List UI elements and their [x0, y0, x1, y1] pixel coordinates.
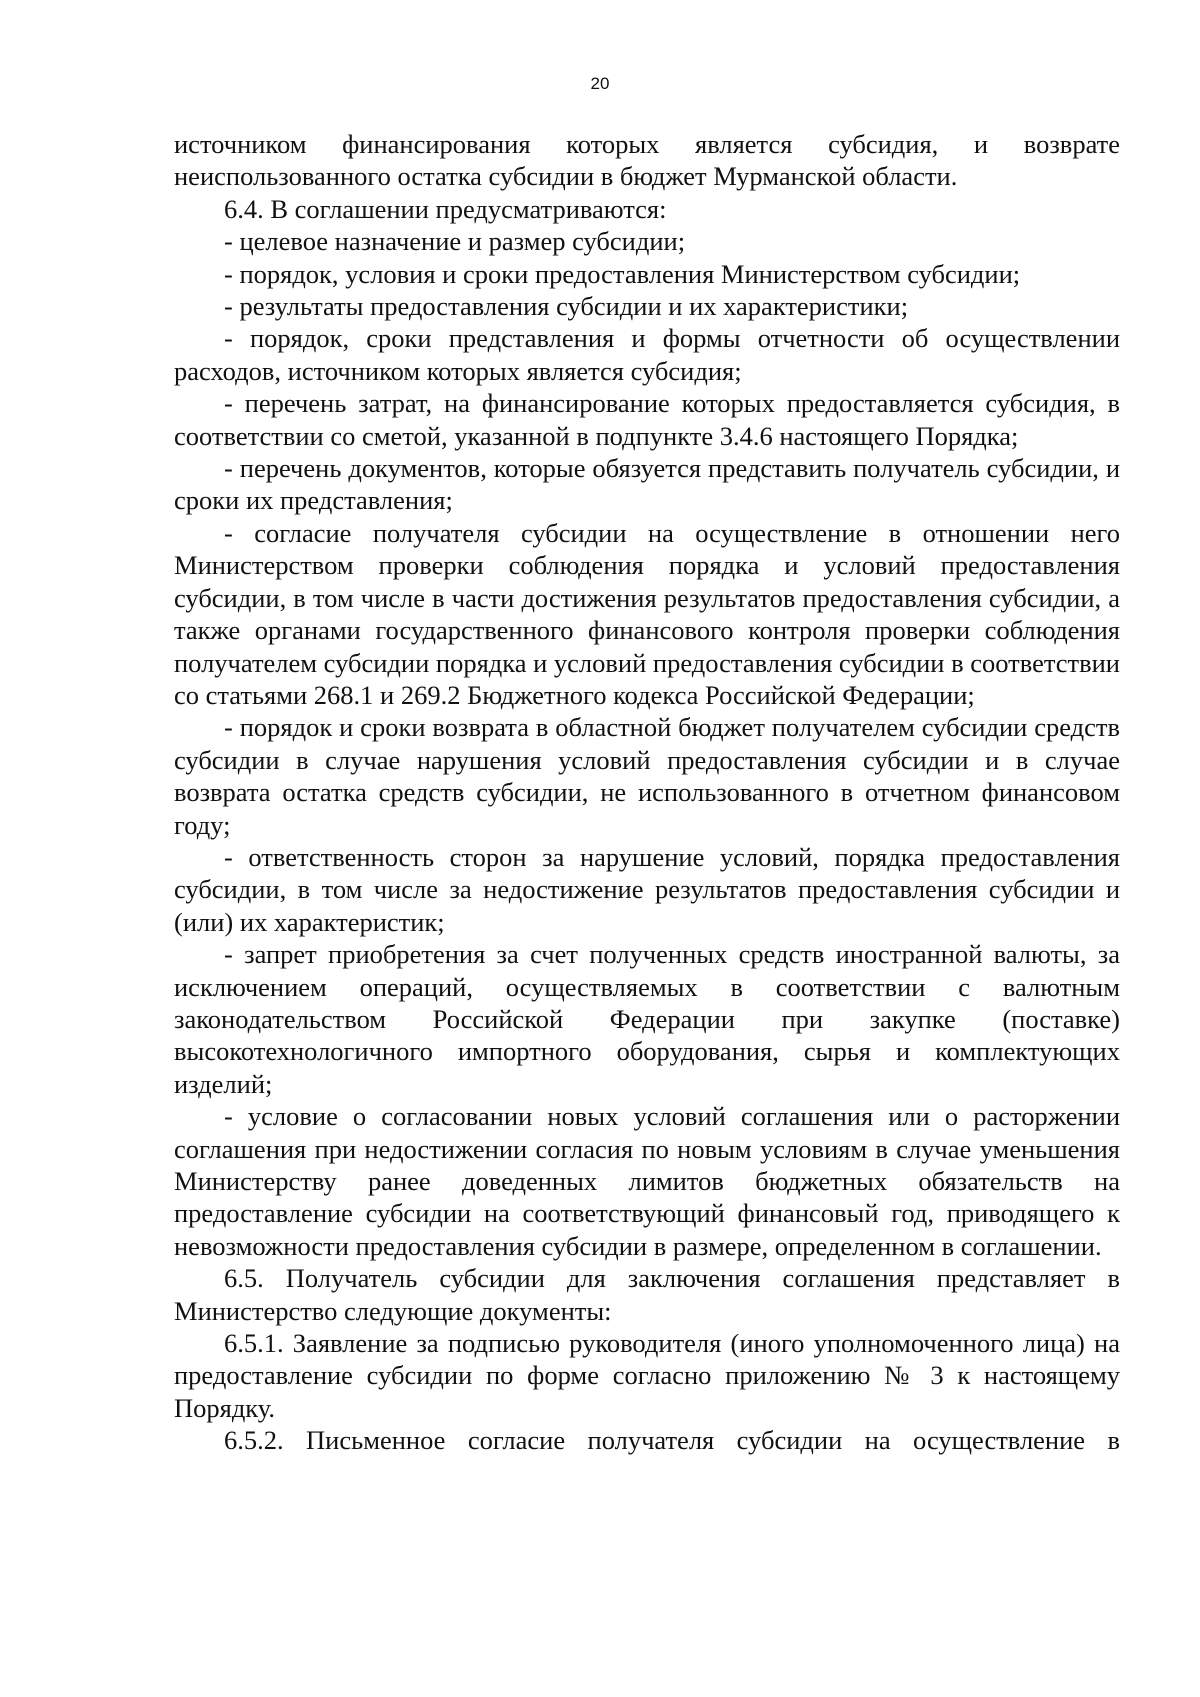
list-item: - порядок и сроки возврата в областной бюджет получателем субсидии средств субсидии в случае нарушения условий предоставления субсидии и в случае возврата остатка средств субсидии, не использованного в отчетном финансовом году;: [174, 712, 1120, 840]
paragraph-6-5-1: 6.5.1. Заявление за подписью руководителя (иного уполномоченного лица) на предоставление субсидии по форме согласно приложению № 3 к настоящему Порядку.: [174, 1328, 1120, 1423]
paragraph-6-5-2: 6.5.2. Письменное согласие получателя субсидии на осуществление в: [224, 1425, 1120, 1456]
list-item: - порядок, сроки представления и формы отчетности об осуществлении расходов, источником которых является субсидия;: [174, 323, 1120, 386]
paragraph-continuation: источником финансирования которых является субсидия, и возврате неиспользованного остатка субсидии в бюджет Мурманской области.: [174, 129, 1120, 192]
list-item: - запрет приобретения за счет полученных средств иностранной валюты, за исключением операций, осуществляемых в соответствии с валютным законодательством Российской Федерации при закупке (поставке) высокотехнологичного импортного оборудования, сырья и комплектующих изделий;: [174, 939, 1120, 1099]
list-item: - перечень затрат, на финансирование которых предоставляется субсидия, в соответствии со сметой, указанной в подпункте 3.4.6 настоящего Порядка;: [174, 388, 1120, 451]
document-body: [174, 128, 1120, 1457]
list-item: - условие о согласовании новых условий соглашения или о расторжении соглашения при недостижении согласия по новым условиям в случае уменьшения Министерству ранее доведенных лимитов бюджетных обязательств на предоставление субсидии на соответствующий финансовый год, приводящего к невозможности предоставления субсидии в размере, определенном в соглашении.: [174, 1101, 1120, 1261]
paragraph-6-4: 6.4. В соглашении предусматриваются:: [224, 193, 667, 224]
list-item: - ответственность сторон за нарушение условий, порядка предоставления субсидии, в том числе за недостижение результатов предоставления субсидии и (или) их характеристик;: [174, 841, 1120, 937]
list-item: - целевое назначение и размер субсидии;: [224, 226, 686, 257]
list-item: - перечень документов, которые обязуется представить получатель субсидии, и сроки их представления;: [174, 453, 1120, 516]
list-item: - результаты предоставления субсидии и их характеристики;: [224, 291, 909, 322]
page-number: 20: [590, 74, 610, 93]
paragraph-6-5: 6.5. Получатель субсидии для заключения соглашения представляет в Министерство следующие документы:: [174, 1263, 1120, 1326]
list-item: - порядок, условия и сроки предоставления Министерством субсидии;: [224, 258, 1021, 289]
list-item: - согласие получателя субсидии на осуществление в отношении него Министерством проверки соблюдения порядка и условий предоставления субсидии, в том числе в части достижения результатов предоставления субсидии, а также органами государственного финансового контроля проверки соблюдения получателем субсидии порядка и условий предоставления субсидии в соответствии со статьями 268.1 и 269.2 Бюджетного кодекса Российской Федерации;: [174, 517, 1120, 710]
